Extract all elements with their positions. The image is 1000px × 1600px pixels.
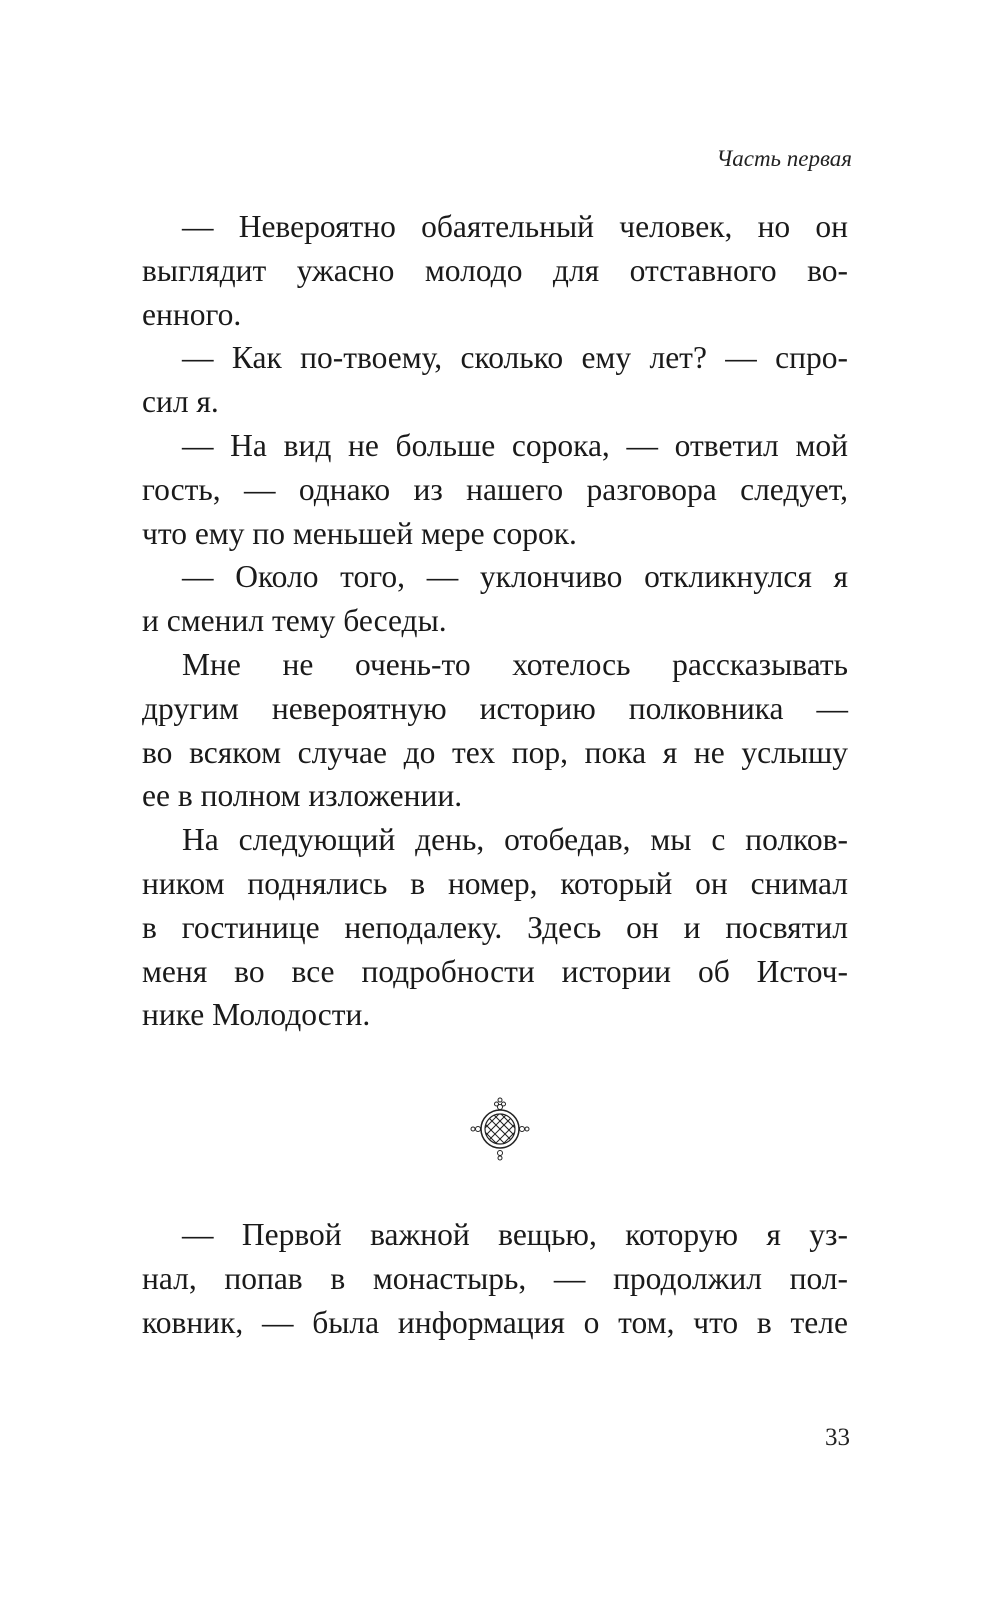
- page-number: 33: [825, 1424, 850, 1451]
- section-2-text: [142, 1213, 848, 1344]
- text-line: ковник, — была информация о том, что в теле: [142, 1304, 848, 1340]
- text-line: нике Молодости.: [142, 997, 371, 1033]
- text-line: енного.: [142, 296, 242, 332]
- text-line: — Как по-твоему, сколько ему лет? — спро-: [182, 340, 848, 376]
- text-line: в гостинице неподалеку. Здесь он и посвятил: [142, 909, 848, 945]
- text-line: другим невероятную историю полковника —: [142, 690, 848, 726]
- text-line: — Около того, — уклончиво откликнулся я: [182, 559, 848, 595]
- text-line: — Невероятно обаятельный человек, но он: [182, 209, 848, 244]
- section-1-text: [142, 205, 848, 1037]
- text-line: Мне не очень-то хотелось рассказывать: [182, 646, 848, 682]
- text-line: что ему по меньшей мере сорок.: [142, 515, 577, 551]
- text-line: — Первой важной вещью, которую я уз-: [182, 1217, 848, 1252]
- section-break-ornament-icon: [466, 1095, 534, 1163]
- text-line: — На вид не больше сорока, — ответил мой: [182, 427, 848, 463]
- running-head: Часть первая: [716, 146, 852, 171]
- text-line: ее в полном изложении.: [142, 778, 463, 814]
- text-line: выглядит ужасно молодо для отставного во-: [142, 252, 848, 288]
- text-line: меня во все подробности истории об Источ-: [142, 953, 848, 989]
- text-line: гость, — однако из нашего разговора следует,: [142, 471, 848, 507]
- text-line: сил я.: [142, 384, 219, 420]
- text-line: во всяком случае до тех пор, пока я не услышу: [142, 734, 848, 770]
- text-line: и сменил тему беседы.: [142, 603, 447, 639]
- text-line: ником поднялись в номер, который он снимал: [142, 865, 848, 901]
- text-line: нал, попав в монастырь, — продолжил пол-: [142, 1260, 848, 1296]
- text-line: На следующий день, отобедав, мы с полков-: [182, 822, 848, 858]
